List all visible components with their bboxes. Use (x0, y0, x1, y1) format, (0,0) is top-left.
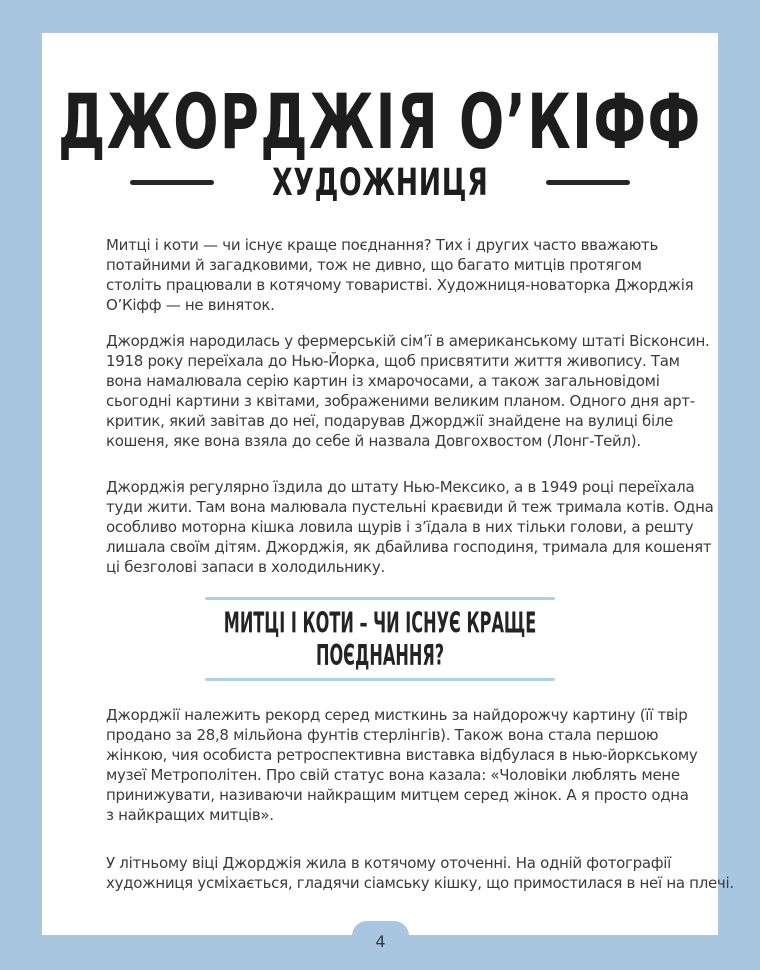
paragraph-1 (106, 235, 710, 315)
page-title (42, 77, 718, 166)
text-line: лишала своїм дітям. Джорджія, як дбайлива господиня, тримала для кошенят (106, 537, 712, 556)
text-line: ці безголові запаси в холодильнику. (106, 557, 385, 576)
text-line: 1918 року переїхала до Нью-Йорка, щоб присвятити життя живопису. Там (106, 351, 680, 370)
paragraph-5 (106, 853, 734, 893)
subtitle (42, 160, 718, 204)
text-line: Джорджії належить рекорд серед мисткинь за найдорожчу картину (її твір (106, 705, 688, 724)
text-line: з найкращих митців». (106, 805, 274, 824)
text-line: О’Кіфф — не виняток. (106, 295, 275, 314)
section-heading-lines (224, 608, 537, 673)
text-line: століть працювали в котячому товаристві. Художниця-новаторка Джорджія (106, 275, 694, 294)
page-number: 4 (375, 932, 386, 951)
section-heading (205, 597, 555, 681)
text-line: музеї Метрополітен. Про свій статус вона казала: «Чоловіки люблять мене (106, 765, 680, 784)
text-line: потайними й загадковими, тож не дивно, що багато митців протягом (106, 255, 642, 274)
text-line: принижувати, називаючи найкращим митцем серед жінок. А я просто одна (106, 785, 689, 804)
page-title-text: ДЖОРДЖІЯ О’КІФФ (58, 77, 702, 166)
section-heading-line-1: МИТЦІ І КОТИ – ЧИ ІСНУЄ КРАЩЕ (223, 607, 537, 640)
paragraph-3 (106, 477, 714, 577)
section-heading-line-2: ПОЄДНАННЯ? (315, 639, 445, 673)
text-line: продано за 28,8 мільйона фунтів стерлінгів). Також вона стала першою (106, 725, 659, 744)
text-line: особливо моторна кішка ловила щурів і з’їдала в них тільки голови, а решту (106, 517, 694, 536)
text-line: вона намалювала серію картин із хмарочосами, а також загальновідомі (106, 371, 660, 390)
section-heading-text (205, 600, 555, 678)
subtitle-right-dash (546, 180, 630, 185)
text-line: Митці і коти — чи існує краще поєднання? Тих і других часто вважають (106, 235, 659, 254)
text-line: Джорджія народилась у фермерській сім’ї в американському штаті Вісконсин. (106, 331, 710, 350)
book-page (42, 33, 734, 935)
text-line: сьогодні картини з квітами, зображеними великим планом. Одного дня арт- (106, 391, 695, 410)
subtitle-label-wrap (230, 160, 531, 204)
text-line: кошеня, яке вона взяла до себе й назвала Довгохвостом (Лонг-Тейл). (106, 431, 641, 450)
text-line: Джорджія регулярно їздила до штату Нью-Мексико, а в 1949 році переїхала (106, 477, 695, 496)
text-line: жінкою, чия особиста ретроспективна виставка відбулася в нью-йоркському (106, 745, 698, 764)
text-line: художниця усміхається, гладячи сіамську кішку, що примостилася в неї на плечі. (106, 873, 734, 892)
text-line: У літньому віці Джорджія жила в котячому оточенні. На одній фотографії (106, 853, 671, 872)
subtitle-label: ХУДОЖНИЦЯ (271, 160, 489, 204)
text-line: туди жити. Там вона малювала пустельні краєвиди й теж тримала котів. Одна (106, 497, 714, 516)
text-line: критик, який завітав до неї, подарував Джорджії знайдене на вулиці біле (106, 411, 674, 430)
heading-bottom-rule (205, 678, 555, 681)
paragraph-4 (106, 705, 710, 825)
subtitle-left-dash (130, 180, 214, 185)
paragraph-2 (106, 331, 710, 451)
